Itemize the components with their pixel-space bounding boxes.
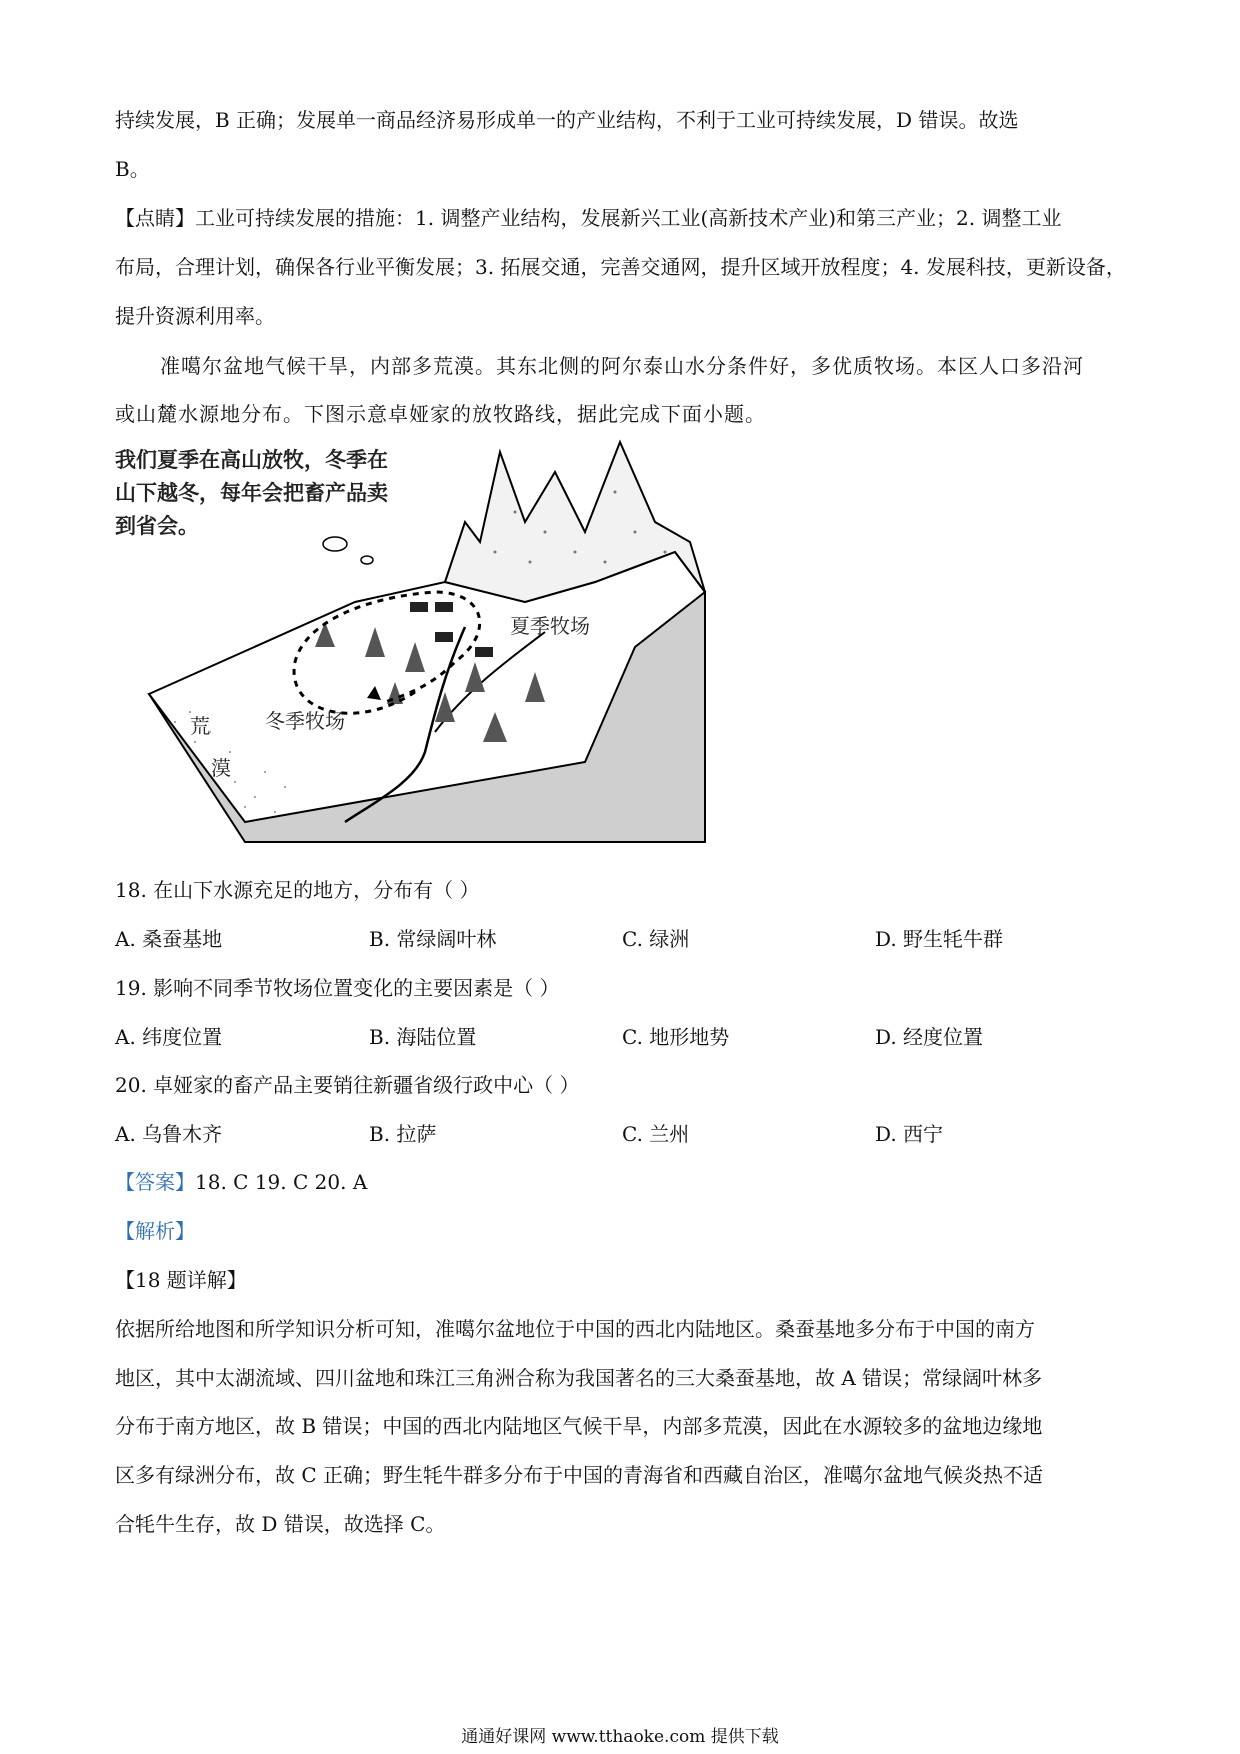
footer: 通通好课网 www.tthaoke.com 提供下载 bbox=[461, 1727, 779, 1747]
detail-line: 依据所给地图和所学知识分析可知，准噶尔盆地位于中国的西北内陆地区。桑蚕基地多分布于中国的南方 bbox=[115, 1317, 1035, 1341]
note-line: 提升资源利用率。 bbox=[115, 304, 275, 328]
answer-line bbox=[115, 1168, 1127, 1196]
detail-title: 【18 题详解】 bbox=[115, 1268, 247, 1292]
option: B. 拉萨 bbox=[369, 1122, 437, 1146]
desert-label: 荒 bbox=[190, 714, 210, 738]
speech-line: 我们夏季在高山放牧，冬季在 bbox=[115, 448, 388, 472]
question-stem: 18. 在山下水源充足的地方，分布有（ ） bbox=[115, 878, 480, 902]
option: D. 西宁 bbox=[875, 1122, 944, 1146]
grazing-route-figure bbox=[115, 432, 715, 852]
summer-pasture-label: 夏季牧场 bbox=[510, 614, 590, 638]
option: C. 兰州 bbox=[622, 1122, 690, 1146]
note-line: 布局，合理计划，确保各行业平衡发展；3. 拓展交通，完善交通网，提升区域开放程度；4. 发展科技，更新设备， bbox=[115, 255, 1126, 279]
text-line: 持续发展，B 正确；发展单一商品经济易形成单一的产业结构，不利于工业可持续发展，D 错误。故选 bbox=[115, 108, 1019, 132]
text-line: B。 bbox=[115, 157, 150, 181]
speech-line: 到省会。 bbox=[115, 514, 199, 538]
option: D. 野生牦牛群 bbox=[875, 927, 1004, 951]
option: C. 地形地势 bbox=[622, 1025, 730, 1049]
detail-line: 合牦牛生存，故 D 错误，故选择 C。 bbox=[115, 1512, 446, 1536]
answer-label: 【答案】 bbox=[115, 1170, 195, 1194]
option: C. 绿洲 bbox=[622, 927, 690, 951]
answer-value: 18. C 19. C 20. A bbox=[195, 1170, 368, 1194]
intro-line: 准噶尔盆地气候干旱，内部多荒漠。其东北侧的阿尔泰山水分条件好，多优质牧场。本区人口多沿河 bbox=[160, 354, 1084, 378]
option: B. 海陆位置 bbox=[369, 1025, 477, 1049]
question-stem: 19. 影响不同季节牧场位置变化的主要因素是（ ） bbox=[115, 976, 560, 1000]
thought-bubble bbox=[361, 556, 373, 564]
option: A. 乌鲁木齐 bbox=[115, 1122, 223, 1146]
desert-label: 漠 bbox=[211, 756, 231, 780]
option: A. 纬度位置 bbox=[115, 1025, 223, 1049]
detail-line: 分布于南方地区，故 B 错误；中国的西北内陆地区气候干旱，内部多荒漠，因此在水源较多的盆地边缘地 bbox=[115, 1414, 1043, 1438]
winter-pasture-label: 冬季牧场 bbox=[265, 709, 345, 733]
option: D. 经度位置 bbox=[875, 1025, 984, 1049]
detail-line: 区多有绿洲分布，故 C 正确；野生牦牛群多分布于中国的青海省和西藏自治区，准噶尔盆地气候炎热不适 bbox=[115, 1463, 1044, 1487]
detail-line: 地区，其中太湖流域、四川盆地和珠江三角洲合称为我国著名的三大桑蚕基地，故 A 错误；常绿阔叶林多 bbox=[115, 1366, 1043, 1390]
analysis-label: 【解析】 bbox=[115, 1219, 195, 1243]
intro-line: 或山麓水源地分布。下图示意卓娅家的放牧路线，据此完成下面小题。 bbox=[115, 402, 766, 426]
question-stem: 20. 卓娅家的畜产品主要销往新疆省级行政中心（ ） bbox=[115, 1073, 580, 1097]
note-line: 【点睛】工业可持续发展的措施：1. 调整产业结构，发展新兴工业(高新技术产业)和第三产业；2. 调整工业 bbox=[115, 206, 1062, 230]
speech-line: 山下越冬，每年会把畜产品卖 bbox=[115, 481, 388, 505]
option: B. 常绿阔叶林 bbox=[369, 927, 497, 951]
option: A. 桑蚕基地 bbox=[115, 927, 223, 951]
